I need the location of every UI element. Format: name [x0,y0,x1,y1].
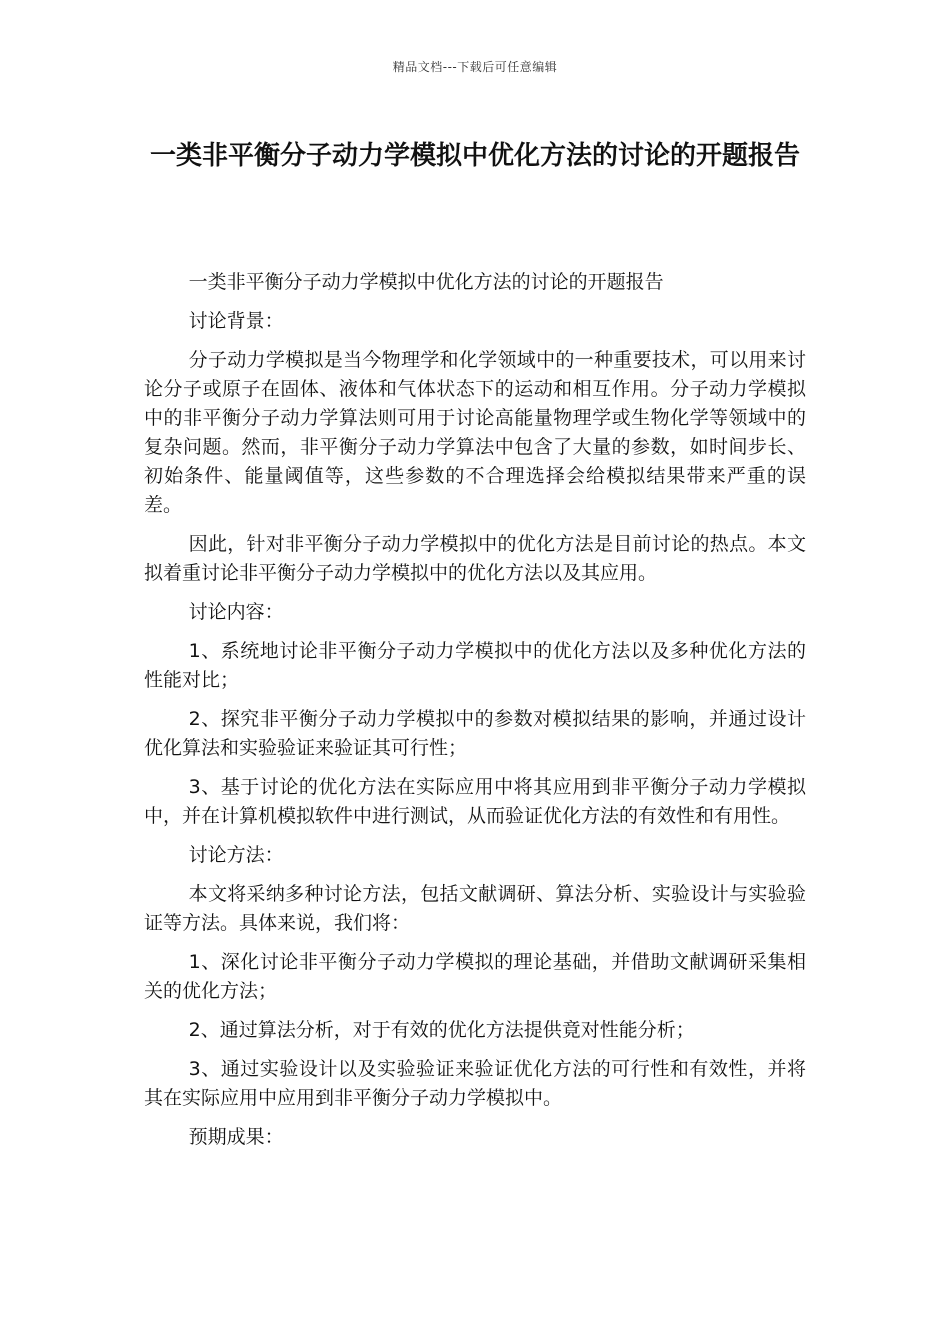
paragraph-background-conclusion: 因此，针对非平衡分子动力学模拟中的优化方法是目前讨论的热点。本文拟着重讨论非平衡分子动力学模拟中的优化方法以及其应用。 [144,533,806,584]
section-heading-expected-results: 预期成果： [188,1126,284,1148]
document-title: 一类非平衡分子动力学模拟中优化方法的讨论的开题报告 [149,141,800,171]
content-item-2: 2、探究非平衡分子动力学模拟中的参数对模拟结果的影响，并通过设计优化算法和实验验证来验证其可行性； [144,708,806,759]
paragraph-background: 分子动力学模拟是当今物理学和化学领域中的一种重要技术，可以用来讨论分子或原子在固体、液体和气体状态下的运动和相互作用。分子动力学模拟中的非平衡分子动力学算法则可用于讨论高能量物理学或生物化学等领域中的复杂问题。然而，非平衡分子动力学算法中包含了大量的参数，如时间步长、初始条件、能量阈值等，这些参数的不合理选择会给模拟结果带来严重的误差。 [144,349,806,516]
method-item-1: 1、深化讨论非平衡分子动力学模拟的理论基础，并借助文献调研采集相关的优化方法； [144,951,806,1002]
section-heading-background: 讨论背景： [188,310,284,332]
document-body [144,268,806,1162]
method-item-2: 2、通过算法分析，对于有效的优化方法提供竟对性能分析； [188,1019,695,1041]
method-item-3: 3、通过实验设计以及实验验证来验证优化方法的可行性和有效性，并将其在实际应用中应用到非平衡分子动力学模拟中。 [144,1058,806,1109]
page-header: 精品文档---下载后可任意编辑 [392,60,558,74]
section-heading-content: 讨论内容： [188,601,284,623]
paragraph-subtitle: 一类非平衡分子动力学模拟中优化方法的讨论的开题报告 [188,271,664,293]
section-heading-methods: 讨论方法： [188,844,284,866]
content-item-1: 1、系统地讨论非平衡分子动力学模拟中的优化方法以及多种优化方法的性能对比； [144,640,806,691]
paragraph-methods-intro: 本文将采纳多种讨论方法，包括文献调研、算法分析、实验设计与实验验证等方法。具体来说，我们将： [144,883,806,934]
content-item-3: 3、基于讨论的优化方法在实际应用中将其应用到非平衡分子动力学模拟中，并在计算机模拟软件中进行测试，从而验证优化方法的有效性和有用性。 [144,776,806,827]
